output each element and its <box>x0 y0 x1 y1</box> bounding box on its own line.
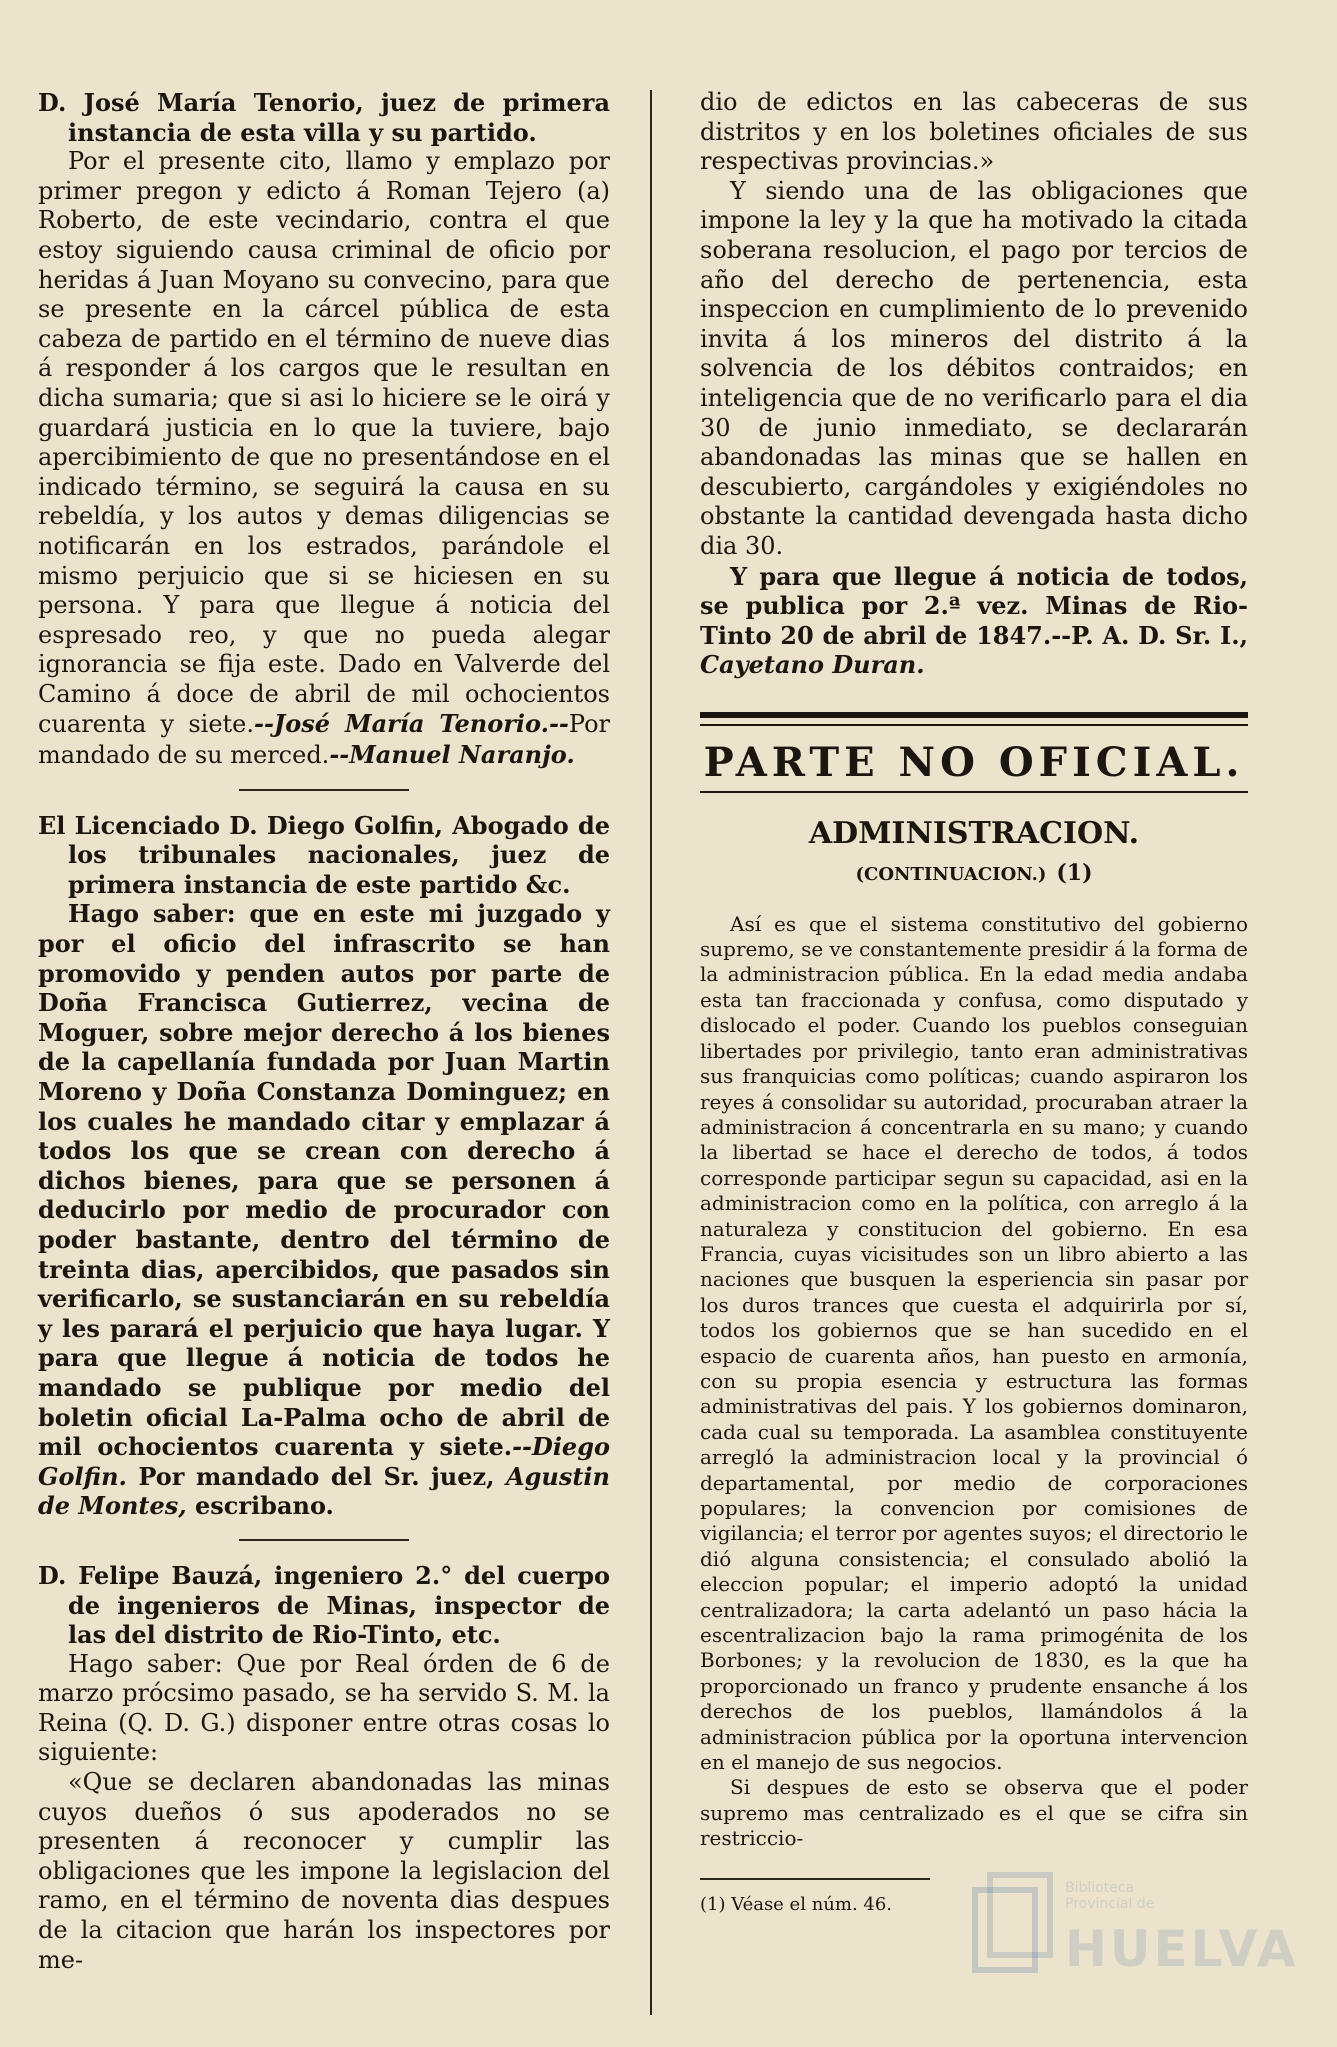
notice-golfin <box>38 811 610 1521</box>
footnote-marker: (1) <box>1056 860 1093 887</box>
left-column <box>38 88 610 1975</box>
footnote: (1) Véase el núm. 46. <box>700 1893 893 1915</box>
notice-body: Hago saber: Que por Real órden de 6 de marzo prócsimo pasado, se ha servido S. M. la Reina (Q. D. G.) disponer entre otras cosas lo siguiente: <box>38 1649 610 1767</box>
notice-body <box>38 147 610 770</box>
notice-body <box>38 899 610 1520</box>
watermark-logo-icon <box>965 1870 1055 1980</box>
notice-body-text: Hago saber: que en este mi juzgado y por el oficio del infrascrito se han promovido y penden autos por parte de Doña Francisca Gutierrez, vecina de Moguer, sobre mejor derecho á los bienes de la capellanía fundada por Juan Martin Moreno y Doña Constanza Dominguez; en los cuales he mandado citar y emplazar á todos los que se crean con derecho á dichos bienes, para que se personen á deducirlo por medio de procurador con poder bastante, dentro del término de treinta dias, apercibidos, que pasados sin verificarlo, se sustanciarán en su rebeldía y les parará el perjuicio que haya lugar. Y para que llegue á noticia de todos he mandado se publique por medio del boletin oficial La-Palma ocho de abril de mil ochocientos cuarenta y siete. <box>38 899 610 1462</box>
notice-heading: D. Felipe Bauzá, ingeniero 2.° del cuerpo de ingenieros de Minas, inspector de las del distrito de Rio-Tinto, etc. <box>38 1560 610 1650</box>
right-column <box>700 88 1248 1919</box>
signature: Cayetano Duran. <box>700 650 925 680</box>
continuation-label: (CONTINUACION.) <box>855 864 1047 886</box>
notice-heading: El Licenciado D. Diego Golfin, Abogado de los tribunales nacionales, juez de primera instancia de este partido &c. <box>38 810 610 899</box>
footnote-rule <box>700 1878 930 1880</box>
article-paragraph: Así es que el sistema constitutivo del gobierno supremo, se ve constantemente presidir á la forma de la administracion pública. En la edad media andaba esta tan fraccionada y confusa, como disputado y dislocado el poder. Cuando los pueblos conseguian libertades por privilegio, tanto eran administrativas sus franquicias como políticas; cuando aspiraron los reyes á consolidar su autoridad, procuraban atraer la administracion á concentrarla en su mano; y cuando la libertad se hace el derecho de todos, á todos corresponde participar segun su capacidad, asi en la administracion como en la política, con arreglo á la naturaleza y constitucion del gobierno. En esa Francia, cuyas vicisitudes son un libro abierto a las naciones que busquen la esperiencia sin pasar por los duros trances que cuesta el adquirirla por sí, todos los gobiernos que se han sucedido en el espacio de cuarenta años, han puesto en armonía, con su propia esencia y estructura las formas administrativas del pais. Y los gobiernos dominaron, cada cual su temporada. La asamblea constituyente arregló la administracion local y la provincial ó departamental, por medio de corporaciones populares; la convencion por comisiones de vigilancia; el terror por agentes suyos; el directorio le dió alguna consistencia; el consulado abolió la eleccion popular; el imperio adoptó la unidad centralizadora; la carta adelantó un paso hácia la escentralizacion bajo la rama primogénita de los Borbones; y la revolucion de 1830, es la que ha proporcionado un franco y prudente ensanche á los derechos de los pueblos, llamándolos á la administracion pública por la oportuna intervencion en el manejo de sus negocios. <box>700 911 1248 1775</box>
signature-text: Por mandado del Sr. juez, <box>126 1461 506 1491</box>
notice-closing: Y para que llegue á noticia de todos, se publica por 2.ª vez. Minas de Rio-Tinto 20 de abril de 1847.--P. A. D. Sr. I., <box>700 561 1248 650</box>
notice-bauza <box>38 1561 610 1975</box>
signature-text: Por mandado de su merced. <box>38 710 610 770</box>
section-rule <box>700 791 1248 793</box>
library-watermark <box>945 1860 1299 2000</box>
article-paragraph: Si despues de esto se observa que el poder supremo mas centralizado es el que se cifra sin restriccio- <box>700 1775 1248 1851</box>
column-divider <box>650 90 652 2015</box>
signature: Agustin de Montes, <box>38 1461 610 1521</box>
watermark-label <box>1065 1880 1154 1912</box>
section-rule-thin <box>700 724 1248 726</box>
section-title: PARTE NO OFICIAL. <box>703 738 1245 786</box>
divider <box>239 1539 409 1541</box>
notice-body-text: Por el presente cito, llamo y emplazo por primer pregon y edicto á Roman Tejero (a) Roberto, de este vecindario, contra el que estoy siguiendo causa criminal de oficio por heridas á Juan Moyano su convecino, para que se presente en la cárcel pública de esta cabeza de partido en el término de nueve dias á responder á los cargos que le resultan en dicha sumaria; que si asi lo hiciere se le oirá y guardará justicia en lo que la tuviere, bajo apercibimiento de que no presentándose en el indicado término, se seguirá la causa en su rebeldía, y los autos y demas diligencias se notificarán en los estrados, parándole el mismo perjuicio que si se hiciesen en su persona. Y para que llegue á noticia del espresado reo, y que no pueda alegar ignorancia se fija este. Dado en Valverde del Camino á doce de abril de mil ochocientos cuarenta y siete. <box>38 147 610 739</box>
notice-quote: «Que se declaren abandonadas las minas cuyos dueños ó sus apoderados no se presenten á reconocer y cumplir las obligaciones que les impone la legislacion del ramo, en el término de noventa dias despues de la citacion que harán los inspectores por me- <box>38 1768 610 1974</box>
section-rule-heavy <box>700 712 1248 718</box>
article-subtitle <box>700 859 1248 890</box>
notice-heading: D. José María Tenorio, juez de primera instancia de esta villa y su partido. <box>38 88 610 147</box>
watermark-city: HUELVA <box>1065 1920 1299 1978</box>
watermark-line: Biblioteca <box>1065 1880 1135 1896</box>
signature: --Diego Golfin. <box>38 1432 610 1491</box>
article-title: ADMINISTRACION. <box>808 816 1140 852</box>
signature: --Manuel Naranjo. <box>329 740 575 770</box>
divider <box>239 789 409 791</box>
notice-paragraph <box>700 562 1248 680</box>
notice-tenorio <box>38 88 610 771</box>
notice-continuation: dio de edictos en las cabeceras de sus distritos y en los boletines oficiales de sus respectivas provincias.» <box>700 88 1248 176</box>
signature: --José María Tenorio.-- <box>254 709 569 739</box>
signature-text: escribano. <box>186 1491 334 1521</box>
notice-paragraph: Y siendo una de las obligaciones que impone la ley y la que ha motivado la citada soberana resolucion, el pago por tercios de año del derecho de pertenencia, esta inspeccion en cumplimiento de lo prevenido invita á los mineros del distrito á la solvencia de los débitos contraidos; en inteligencia que de no verificarlo para el dia 30 de junio inmediato, se declararán abandonadas las minas que se hallen en descubierto, cargándoles y exigiéndoles no obstante la cantidad devengada hasta dicho dia 30. <box>700 176 1248 560</box>
watermark-line: Provincial de <box>1065 1896 1155 1912</box>
